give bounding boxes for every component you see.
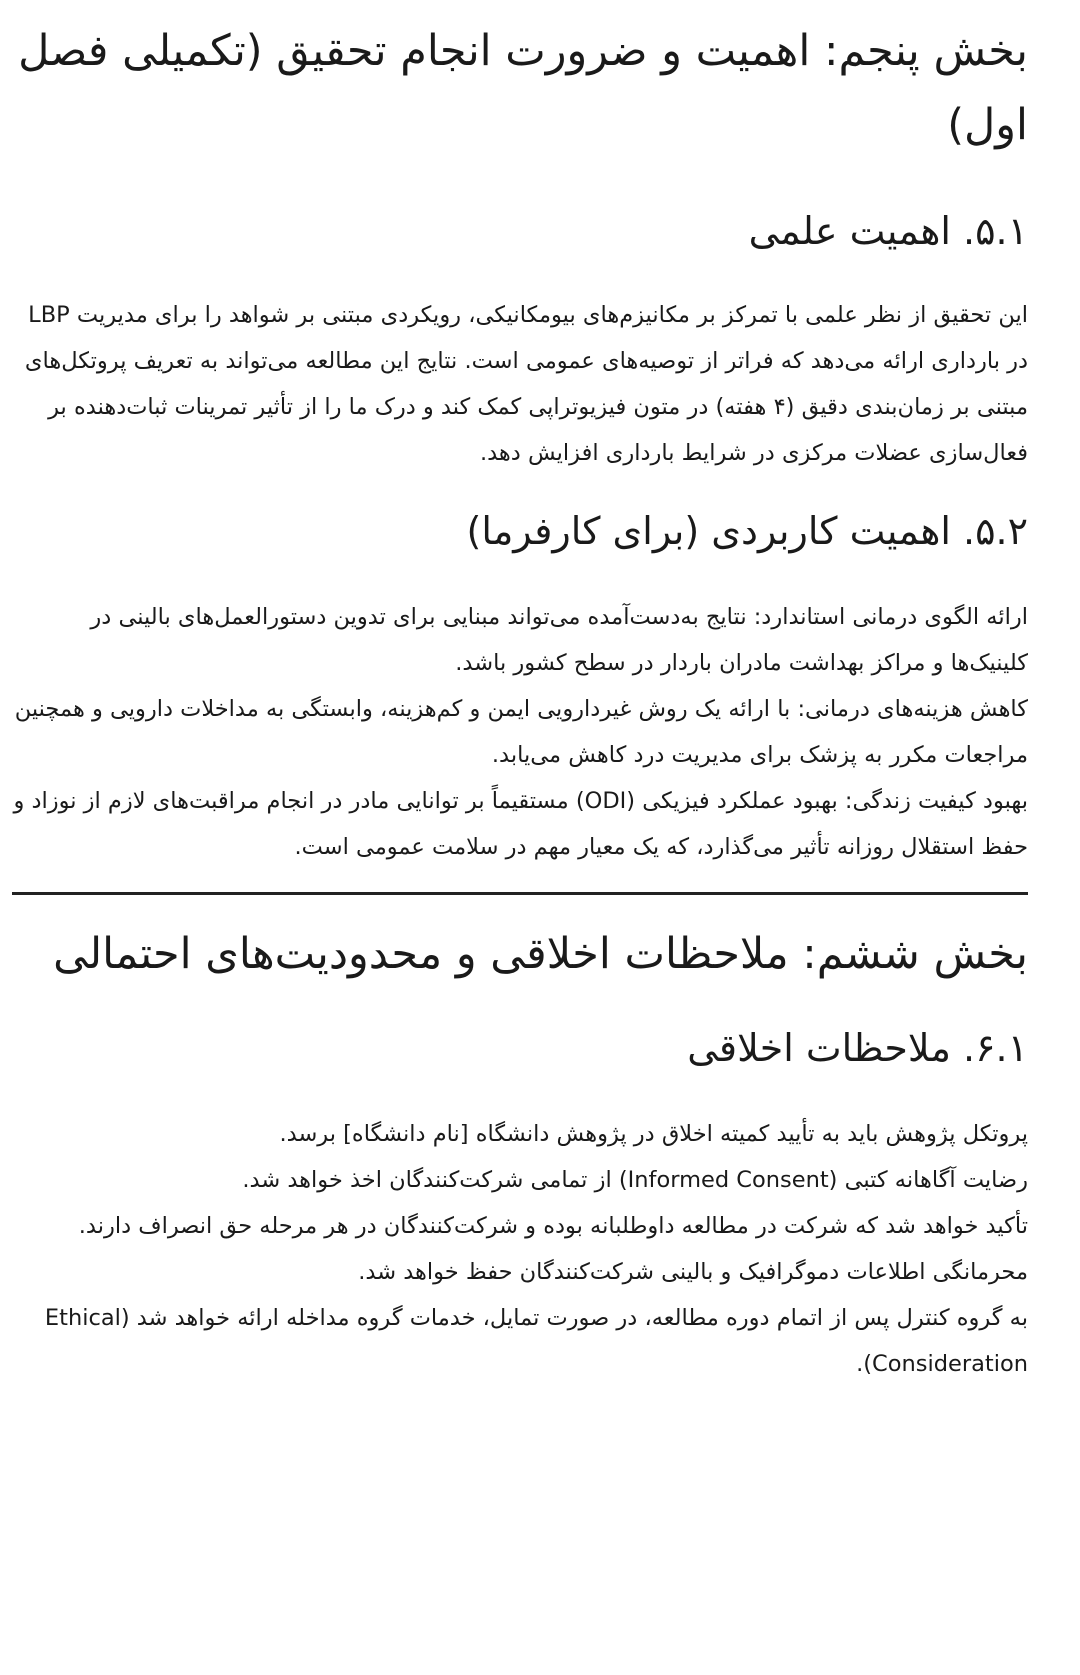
section-5-2-heading: ۵.۲. اهمیت کاربردی (برای کارفرما) bbox=[466, 509, 1028, 553]
list-item: تأکید خواهد شد که شرکت در مطالعه داوطلبانه بوده و شرکت‌کنندگان در هر مرحله حق انصراف دارند. bbox=[78, 1213, 1028, 1239]
section-5-1-heading: ۵.۱. اهمیت علمی bbox=[748, 209, 1028, 253]
section-6-1-heading: ۶.۱. ملاحظات اخلاقی bbox=[687, 1026, 1028, 1070]
section-divider bbox=[12, 892, 1028, 895]
list-item: رضایت آگاهانه کتبی (Informed Consent) از تمامی شرکت‌کنندگان اخذ خواهد شد. bbox=[242, 1167, 1028, 1193]
section-5-2-list bbox=[12, 594, 1028, 870]
section-5-1-paragraph: این تحقیق از نظر علمی با تمرکز بر مکانیزم‌های بیومکانیکی، رویکردی مبتنی بر شواهد را برای مدیریت LBP در بارداری ارائه می‌دهد که فراتر از توصیه‌های عمومی است. نتایج این مطالعه می‌تواند به تعریف پروتکل‌های مبتنی بر زمان‌بندی دقیق (۴ هفته) در متون فیزیوتراپی کمک کند و درک ما را از تأثیر تمرینات ثبات‌دهنده بر فعال‌سازی عضلات مرکزی در شرایط بارداری افزایش دهد. bbox=[24, 302, 1028, 466]
section-6-1-list bbox=[12, 1111, 1028, 1387]
list-item: پروتکل پژوهش باید به تأیید کمیته اخلاق در پژوهش دانشگاه [نام دانشگاه] برسد. bbox=[279, 1121, 1028, 1147]
section-5-title: بخش پنجم: اهمیت و ضرورت انجام تحقیق (تکمیلی فصل اول) bbox=[18, 26, 1028, 150]
list-item: محرمانگی اطلاعات دموگرافیک و بالینی شرکت‌کنندگان حفظ خواهد شد. bbox=[358, 1259, 1028, 1285]
list-item: بهبود کیفیت زندگی: بهبود عملکرد فیزیکی (ODI) مستقیماً بر توانایی مادر در انجام مراقبت‌های لازم از نوزاد و حفظ استقلال روزانه تأثیر می‌گذارد، که یک معیار مهم در سلامت عمومی است. bbox=[13, 788, 1028, 860]
section-5-1-paragraph-block bbox=[12, 292, 1028, 476]
list-item: ارائه الگوی درمانی استاندارد: نتایج به‌دست‌آمده می‌تواند مبنایی برای تدوین دستورالعمل‌های بالینی در کلینیک‌ها و مراکز بهداشت مادران باردار در سطح کشور باشد. bbox=[90, 604, 1028, 676]
section-6-title: بخش ششم: ملاحظات اخلاقی و محدودیت‌های احتمالی bbox=[53, 929, 1028, 979]
list-item: کاهش هزینه‌های درمانی: با ارائه یک روش غیردارویی ایمن و کم‌هزینه، وابستگی به مداخلات دارویی و همچنین مراجعات مکرر به پزشک برای مدیریت درد کاهش می‌یابد. bbox=[14, 696, 1028, 768]
list-item: به گروه کنترل پس از اتمام دوره مطالعه، در صورت تمایل، خدمات گروه مداخله ارائه خواهد شد (Ethical Consideration). bbox=[44, 1305, 1028, 1377]
